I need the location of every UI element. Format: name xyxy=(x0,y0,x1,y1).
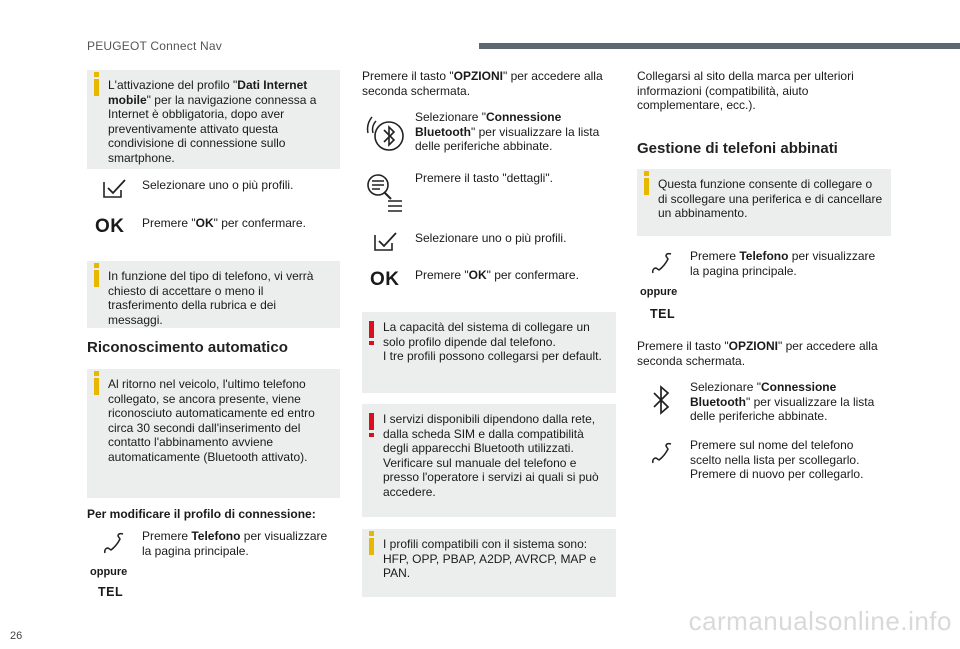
warning-icon xyxy=(369,413,374,430)
step-select-profiles: Selezionare uno o più profili. xyxy=(415,231,567,245)
header-title: PEUGEOT Connect Nav xyxy=(87,39,222,53)
step-dettagli: Premere il tasto "dettagli". xyxy=(415,171,553,185)
opzioni-instruction: Premere il tasto "OPZIONI" per accedere alla seconda schermata. xyxy=(637,339,878,368)
info-text: In funzione del tipo di telefono, vi verrà chiesto di accettare o meno il trasferimento della rubrica e dei messaggi. xyxy=(108,269,314,327)
phone-handset-icon xyxy=(101,531,127,557)
page-number: 26 xyxy=(10,630,23,642)
info-text: Al ritorno nel veicolo, l'ultimo telefono collegato, se ancora presente, viene riconosciuto automaticamente ed entro circa 30 secondi dall'inserimento del contatto l'abbinamento avviene automaticamente (Bluetooth attivato). xyxy=(108,377,315,464)
info-icon xyxy=(94,79,99,96)
checkbox-select-icon xyxy=(372,231,398,253)
warning-box-profiles xyxy=(362,312,616,393)
oppure-label: oppure xyxy=(640,286,678,298)
info-text: I profili compatibili con il sistema sono: HFP, OPP, PBAP, A2DP, AVRCP, MAP e PAN. xyxy=(383,537,597,581)
warning-text: La capacità del sistema di collegare un solo profilo dipende dal telefono. I tre profili possono collegarsi per default. xyxy=(383,320,602,364)
step-select-phone-name: Premere sul nome del telefono scelto nella lista per scollegarlo. Premere di nuovo per collegarlo. xyxy=(690,438,864,482)
warning-box-services xyxy=(362,404,616,517)
step-press-telefono: Premere Telefono per visualizzare la pagina principale. xyxy=(142,529,328,558)
warning-icon xyxy=(369,321,374,338)
info-box-auto-recognition xyxy=(87,369,340,498)
bluetooth-search-icon xyxy=(364,111,406,155)
info-icon xyxy=(644,178,649,195)
oppure-label: oppure xyxy=(90,566,128,578)
info-icon xyxy=(369,538,374,555)
step-select-profiles: Selezionare uno o più profili. xyxy=(142,178,294,192)
info-box-transfer xyxy=(87,261,340,328)
tel-button-icon: TEL xyxy=(650,307,676,321)
ok-icon: OK xyxy=(95,216,125,237)
info-box-dati-internet xyxy=(87,70,340,169)
info-text: L'attivazione del profilo "Dati Internet mobile" per la navigazione connessa a Internet è obbligatoria, dopo aver preventivamente attivato questa condivisione di connessione sullo smartphone. xyxy=(108,78,317,165)
header-bar xyxy=(479,43,960,49)
intro-opzioni: Premere il tasto "OPZIONI" per accedere alla seconda schermata. xyxy=(362,69,603,98)
ok-icon: OK xyxy=(370,269,400,290)
info-icon xyxy=(94,270,99,287)
subhead-modify-profile: Per modificare il profilo di connessione: xyxy=(87,507,316,521)
phone-handset-icon xyxy=(649,441,675,467)
info-box-manage xyxy=(637,169,891,236)
checkbox-select-icon xyxy=(101,178,127,200)
heading-gestione: Gestione di telefoni abbinati xyxy=(637,140,838,157)
details-list-icon xyxy=(364,171,404,215)
phone-handset-icon xyxy=(649,251,675,277)
watermark: carmanualsonline.info xyxy=(688,606,952,636)
info-box-compatible-profiles xyxy=(362,529,616,597)
step-connessione-bluetooth: Selezionare "Connessione Bluetooth" per visualizzare la lista delle periferiche abbinate. xyxy=(415,110,600,154)
intro-brand-site: Collegarsi al sito della marca per ulteriori informazioni (compatibilità, aiuto complementare, ecc.). xyxy=(637,69,854,113)
step-press-telefono: Premere Telefono per visualizzare la pagina principale. xyxy=(690,249,876,278)
info-icon xyxy=(94,378,99,395)
tel-button-icon: TEL xyxy=(98,585,124,599)
bluetooth-icon xyxy=(651,385,673,415)
heading-riconoscimento: Riconoscimento automatico xyxy=(87,339,288,356)
info-text: Questa funzione consente di collegare o di scollegare una periferica e di cancellare un abbinamento. xyxy=(658,177,883,221)
step-confirm-ok: Premere "OK" per confermare. xyxy=(415,268,579,282)
step-connessione-bluetooth: Selezionare "Connessione Bluetooth" per visualizzare la lista delle periferiche abbinate. xyxy=(690,380,875,424)
warning-text: I servizi disponibili dipendono dalla rete, dalla scheda SIM e dalla compatibilità degli apparecchi Bluetooth utilizzati. Verificare sul manuale del telefono e presso l'operatore i servizi ai quali si può accedere. xyxy=(383,412,599,499)
step-confirm-ok: Premere "OK" per confermare. xyxy=(142,216,306,230)
